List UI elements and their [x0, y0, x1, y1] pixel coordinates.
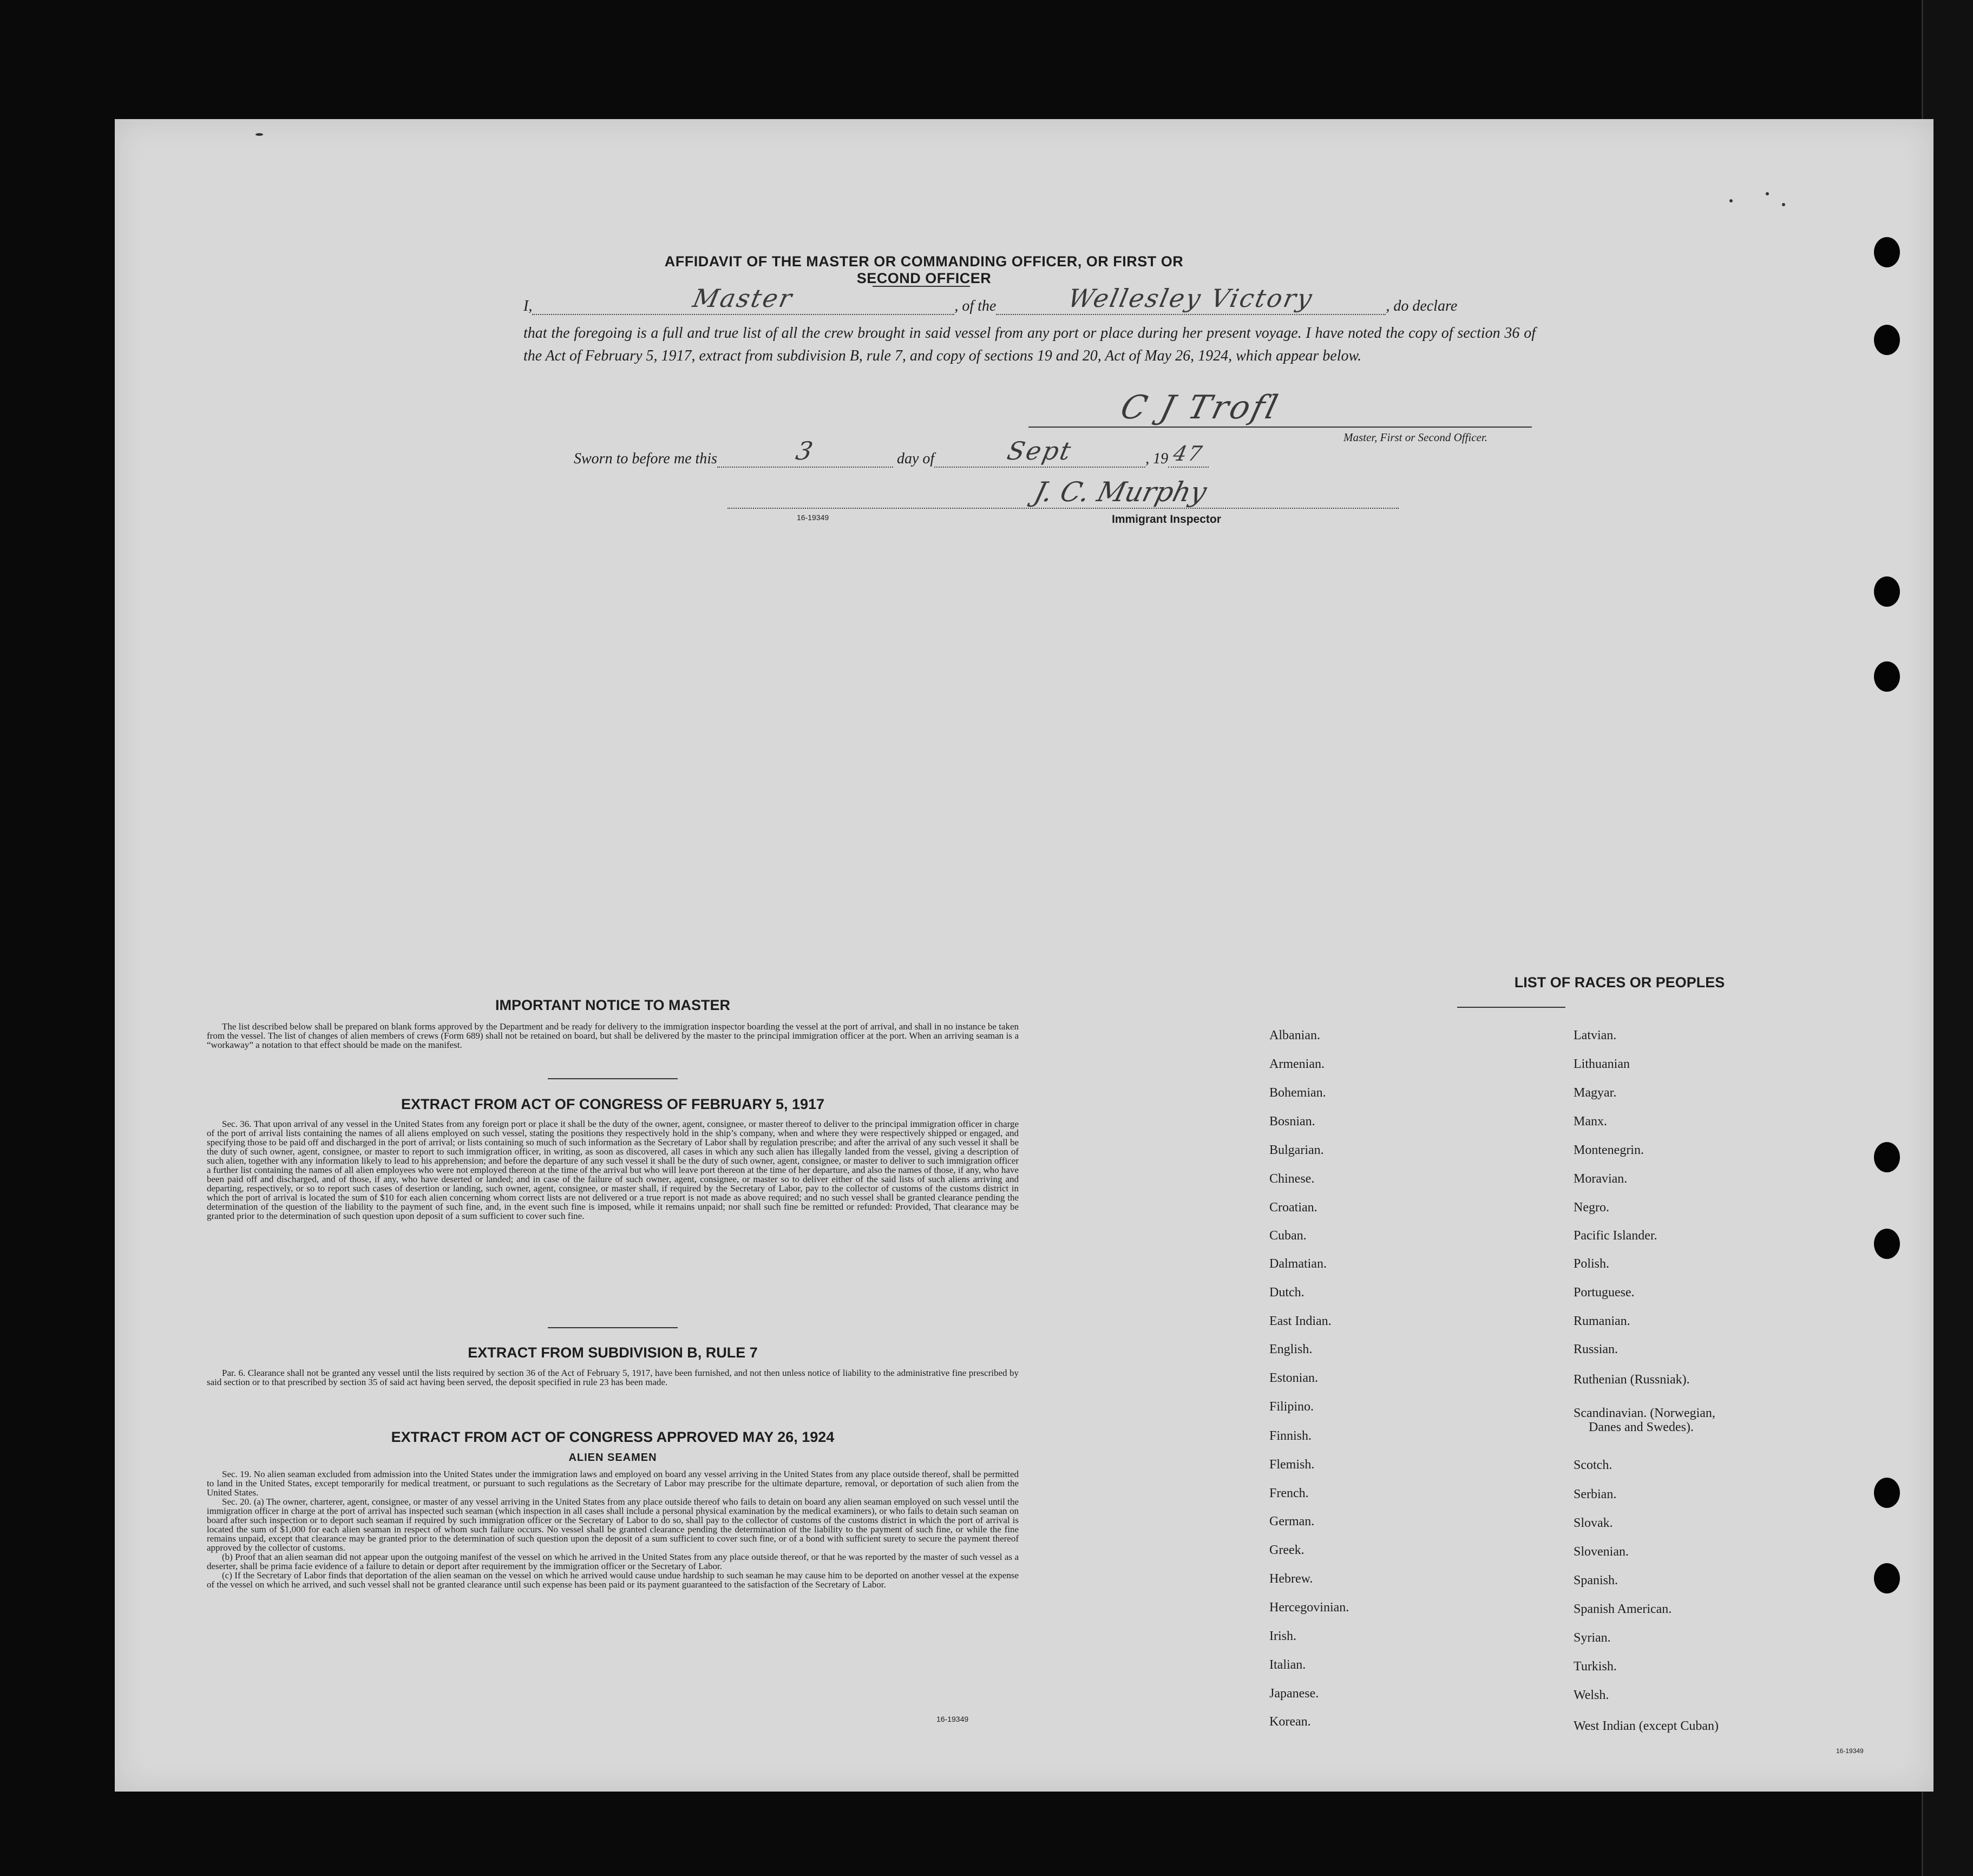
races-title: LIST OF RACES OR PEOPLES — [1514, 974, 1725, 991]
form-number: 16-19349 — [936, 1715, 969, 1723]
master-signature: C J Trofl — [1117, 389, 1284, 427]
year-prefix: , 19 — [1145, 450, 1169, 467]
inspector-caption: Immigrant Inspector — [1112, 513, 1221, 526]
affidavit-title: AFFIDAVIT OF THE MASTER OR COMMANDING OFFICER, OR FIRST OR SECOND OFFICER — [664, 253, 1184, 286]
punch-hole — [1874, 1142, 1900, 1172]
race-item: Turkish. — [1574, 1659, 1617, 1674]
race-item: Spanish. — [1574, 1573, 1618, 1588]
race-item: Scotch. — [1574, 1458, 1613, 1472]
punch-hole — [1874, 237, 1900, 267]
sec-20b-paragraph: (b) Proof that an alien seaman did not appear upon the outgoing manifest of the vessel on which he arrived in the United States from any place outside thereof, or that he was reported by the master of such vessel as a deserter, shall be prima facie evidence of a failure to detain or deport after requirement by the immigration officer or the Secretary of Labor. — [207, 1552, 1019, 1571]
extract-1924-text — [207, 1470, 1019, 1589]
race-item: Slovenian. — [1574, 1545, 1629, 1559]
race-item: Greek. — [1269, 1543, 1305, 1557]
race-item: Bulgarian. — [1269, 1143, 1324, 1157]
sworn-year-handwriting: 47 — [1171, 442, 1206, 465]
par-6-paragraph: Par. 6. Clearance shall not be granted any vessel until the lists required by section 36 of the Act of February 5, 1917, have been furnished, and not then unless notice of liability to the administrative fine prescribed by said section or to that prescribed by section 35 of said act having been served, the deposit specified in rule 23 has been made. — [207, 1368, 1019, 1387]
race-item: Polish. — [1574, 1257, 1610, 1271]
scan-speck — [1782, 203, 1785, 206]
form-number: 16-19349 — [797, 513, 829, 522]
signature-caption: Master, First or Second Officer. — [1343, 431, 1487, 444]
sworn-month-field[interactable] — [934, 436, 1145, 468]
punch-hole — [1874, 1563, 1900, 1593]
race-item: Korean. — [1269, 1715, 1311, 1729]
race-item: Ruthenian (Russniak). — [1574, 1373, 1690, 1387]
race-item: Russian. — [1574, 1342, 1618, 1356]
sworn-day-handwriting: 3 — [793, 436, 817, 465]
race-item: Manx. — [1574, 1114, 1607, 1129]
vessel-name-handwriting: Wellesley Victory — [1065, 284, 1316, 313]
race-item: English. — [1269, 1342, 1313, 1356]
extract-1924-title: EXTRACT FROM ACT OF CONGRESS APPROVED MAY 26, 1924 — [391, 1429, 835, 1445]
extract-1917-title: EXTRACT FROM ACT OF CONGRESS OF FEBRUARY 5, 1917 — [401, 1096, 825, 1112]
race-item: Portuguese. — [1574, 1285, 1635, 1300]
sworn-line — [574, 436, 1209, 468]
punch-hole — [1874, 1478, 1900, 1508]
race-item: Slovak. — [1574, 1516, 1613, 1530]
punch-hole — [1874, 576, 1900, 607]
section-36-paragraph: Sec. 36. That upon arrival of any vessel in the United States from any foreign port or place it shall be the duty of the owner, agent, consignee, or master thereof to deliver to the principal immigration officer in charge of the port of arrival lists containing the names of all aliens employed on such vessel, stating the positions they respectively hold in the ship’s company, when and where they were respectively shipped or engaged, and specifying those to be paid off and discharged in the port of arrival; or lists containing so much of such information as the Secretary of Labor shall by regulation prescribe; and after the arrival of any such vessel it shall be the duty of such owner, agent, consignee, or master to report to such immigration officer, in writing, as soon as discovered, all cases in which any such alien has illegally landed from the vessel, giving a description of such alien, together with any information likely to lead to his apprehension; and before the departure of any such vessel it shall be the duty of such owner, agent, consignee, or master to deliver to such immigration officer a further list containing the names of all alien employees who were not employed thereon at the time of the arrival but who will leave port thereon at the time of her departure, and also the names of those, if any, who have been paid off and discharged, and of those, if any, who have deserted or landed; and in case of the failure of such owner, agent, consignee, or master so to deliver either of the said lists of such aliens arriving and departing, respectively, or so to report such cases of desertion or landing, such owner, agent, consignee, or master shall, if required by the Secretary of Labor, pay to the collector of customs of the customs district in which the port of arrival is located the sum of $10 for each alien concerning whom correct lists are not delivered or a true report is not made as above required; and no such vessel shall be granted clearance pending the determination of the question of the liability to the payment of such fine, and, in the event such fine is imposed, while it remains unpaid; nor shall such fine be remitted or refunded: Provided, That clearance may be granted prior to the determination of such question upon deposit of a sum sufficient to cover such fine. — [207, 1119, 1019, 1221]
punch-hole — [1874, 325, 1900, 355]
race-item: Pacific Islander. — [1574, 1229, 1657, 1243]
sworn-prefix: Sworn to before me this — [574, 450, 717, 467]
race-item: Negro. — [1574, 1201, 1609, 1215]
race-item: Italian. — [1269, 1658, 1306, 1672]
notice-text — [207, 1022, 1019, 1049]
punch-hole — [1874, 661, 1900, 692]
alien-seamen-subtitle: ALIEN SEAMEN — [568, 1452, 657, 1464]
sec-20a-paragraph: Sec. 20. (a) The owner, charterer, agent, consignee, or master of any vessel arriving in the United States from any place outside thereof who fails to detain on board any alien seaman employed on such vessel until the immigration officer in charge at the port of arrival has inspected such seaman (which inspection in all cases shall include a personal physical examination by the medical examiners), or who fails to detain such seaman on board after such inspection or to deport such seaman if required by such immigration officer or the Secretary of Labor to do so, shall pay to the collector of customs of the customs district in which the port of arrival is located the sum of $1,000 for each alien seaman in respect of whom such failure occurs. No vessel shall be granted clearance pending the determination of the liability to the payment of such fine, or while the fine remains unpaid, except that clearance may be granted prior to the determination of such question upon the deposit of a sum sufficient to cover such fine, or of a bond with sufficient surety to secure the payment thereof approved by the collector of customs. — [207, 1497, 1019, 1553]
race-item: West Indian (except Cuban) — [1574, 1719, 1719, 1733]
sec-20c-paragraph: (c) If the Secretary of Labor finds that deportation of the alien seaman on the vessel on which he arrived would cause undue hardship to such seaman he may cause him to be deported on another vessel at the expense of the vessel on which he arrived, and such vessel shall not be granted clearance until such expense has been paid or its payment guaranteed to the satisfaction of the Secretary of Labor. — [207, 1570, 1019, 1590]
race-item: Welsh. — [1574, 1688, 1609, 1702]
day-of-label: day of — [896, 450, 935, 467]
race-item: Dutch. — [1269, 1285, 1305, 1300]
race-item: Albanian. — [1269, 1028, 1320, 1042]
race-item: Hebrew. — [1269, 1572, 1313, 1586]
inspector-signature: J. C. Murphy — [1031, 476, 1210, 508]
of-the-label: , of the — [954, 298, 997, 314]
notice-title: IMPORTANT NOTICE TO MASTER — [495, 997, 730, 1013]
race-item: Filipino. — [1269, 1400, 1314, 1414]
document-page — [115, 119, 1933, 1792]
race-item: Croatian. — [1269, 1201, 1317, 1215]
race-item: Finnish. — [1269, 1429, 1312, 1443]
officer-name-handwriting: Master — [690, 284, 796, 313]
race-item: Magyar. — [1574, 1086, 1617, 1100]
form-number: 16-19349 — [1836, 1747, 1864, 1755]
race-item: German. — [1269, 1514, 1315, 1529]
race-item: Serbian. — [1574, 1487, 1617, 1501]
inspector-signature-line — [727, 508, 1399, 509]
race-item: Hercegovinian. — [1269, 1600, 1349, 1615]
race-item: Cuban. — [1269, 1229, 1307, 1243]
race-item: Danes and Swedes). — [1589, 1420, 1694, 1434]
scan-speck — [255, 133, 263, 136]
scan-speck — [1729, 199, 1733, 202]
race-item: Dalmatian. — [1269, 1257, 1327, 1271]
notice-paragraph: The list described below shall be prepared on blank forms approved by the Department and be ready for delivery to the immigration inspector boarding the vessel at the port of arrival, and shall in no instance be taken from the vessel. The list of changes of alien members of crews (Form 689) shall not be retained on board, but shall be delivered by the master to the principal immigration officer at the port. When an arriving seaman is a “workaway” a notation to that effect should be made on the manifest. — [207, 1021, 1019, 1050]
race-item: Syrian. — [1574, 1631, 1611, 1645]
race-item: Japanese. — [1269, 1687, 1319, 1701]
punch-hole — [1874, 1229, 1900, 1259]
race-item: Flemish. — [1269, 1458, 1315, 1472]
officer-name-field[interactable] — [532, 284, 954, 315]
vessel-name-field[interactable] — [996, 284, 1386, 315]
race-item: French. — [1269, 1486, 1309, 1500]
extract-rule7-text — [207, 1368, 1019, 1387]
sec-19-paragraph: Sec. 19. No alien seaman excluded from admission into the United States under the immigration laws and employed on board any vessel arriving in the United States from any place outside thereof, shall be permitted to land in the United States, except temporarily for medical treatment, or pursuant to such regulations as the Secretary of Labor may prescribe for the ultimate departure, removal, or deportation of such alien from the United States. — [207, 1469, 1019, 1498]
race-item: Estonian. — [1269, 1371, 1318, 1385]
race-item: Scandinavian. (Norwegian, — [1574, 1406, 1715, 1420]
section-divider — [548, 1078, 678, 1079]
sworn-day-field[interactable] — [717, 436, 893, 468]
sworn-year-field[interactable] — [1168, 442, 1209, 468]
affidavit-body: that the foregoing is a full and true list of all the crew brought in said vessel from any port or place during her present voyage. I have noted the copy of section 36 of the Act of February 5, 1917, extract from subdivision B, rule 7, and copy of sections 19 and 20, Act of May 26, 1924, which appear below. — [523, 325, 1536, 364]
signature-line — [1028, 427, 1532, 428]
section-divider — [548, 1327, 678, 1328]
race-item: Armenian. — [1269, 1057, 1325, 1071]
do-declare-label: , do declare — [1386, 298, 1458, 314]
race-item: Bosnian. — [1269, 1114, 1315, 1129]
declaration-prefix: I, — [523, 298, 533, 314]
race-item: Irish. — [1269, 1629, 1296, 1643]
race-item: Bohemian. — [1269, 1086, 1326, 1100]
race-item: Latvian. — [1574, 1028, 1617, 1042]
races-title-divider — [1457, 1007, 1565, 1008]
extract-1917-text — [207, 1119, 1019, 1221]
race-item: Rumanian. — [1574, 1314, 1630, 1328]
race-item: Chinese. — [1269, 1172, 1315, 1186]
race-item: Spanish American. — [1574, 1602, 1672, 1616]
sworn-month-handwriting: Sept — [1005, 436, 1076, 465]
race-item: Lithuanian — [1574, 1057, 1630, 1071]
extract-rule7-title: EXTRACT FROM SUBDIVISION B, RULE 7 — [468, 1344, 758, 1361]
scan-speck — [1766, 192, 1769, 195]
race-item: East Indian. — [1269, 1314, 1332, 1328]
declaration-line — [523, 284, 1458, 315]
race-item: Montenegrin. — [1574, 1143, 1644, 1157]
race-item: Moravian. — [1574, 1172, 1628, 1186]
